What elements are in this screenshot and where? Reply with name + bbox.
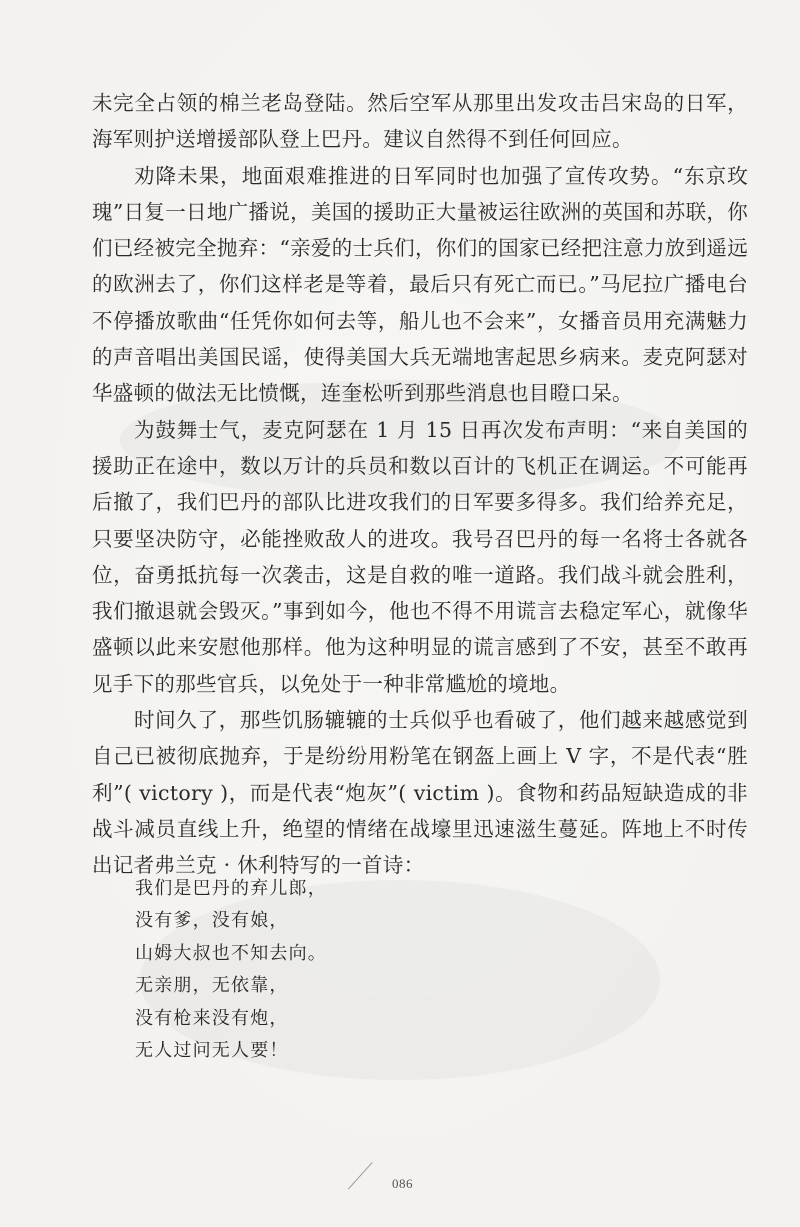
- page-number-slash-decoration: [348, 1162, 373, 1189]
- page-number: 086: [392, 1176, 413, 1191]
- poem-line-2: 没有爹，没有娘，: [135, 910, 289, 932]
- poem: [135, 873, 635, 1067]
- poem-line-5: 没有枪来没有炮，: [135, 1007, 289, 1029]
- poem-line-3: 山姆大叔也不知去向。: [135, 942, 327, 964]
- paragraph-2: 劝降未果，地面艰难推进的日军同时也加强了宣传攻势。“东京玫瑰”日复一日地广播说，美国的援助正大量被运往欧洲的英国和苏联，你们已经被完全抛弃：“亲爱的士兵们，你们的国家已经把注意力放到遥远的欧洲去了，你们这样老是等着，最后只有死亡而已。”马尼拉广播电台不停播放歌曲“任凭你如何去等，船儿也不会来”，女播音员用充满魅力的声音唱出美国民谣，使得美国大兵无端地害起思乡病来。麦克阿瑟对华盛顿的做法无比愤慨，连奎松听到那些消息也目瞪口呆。: [92, 163, 748, 406]
- poem-line-1: 我们是巴丹的弃儿郎，: [135, 878, 327, 899]
- paragraph-3: 为鼓舞士气，麦克阿瑟在 1 月 15 日再次发布声明：“来自美国的援助正在途中，数以万计的兵员和数以百计的飞机正在调运。不可能再后撤了，我们巴丹的部队比进攻我们的日军要多得多。我们给养充足，只要坚决防守，必能挫败敌人的进攻。我号召巴丹的每一名将士各就各位，奋勇抵抗每一次袭击，这是自救的唯一道路。我们战斗就会胜利，我们撤退就会毁灭。”事到如今，他也不得不用谎言去稳定军心，就像华盛顿以此来安慰他那样。他为这种明显的谎言感到了不安，甚至不敢再见手下的那些官兵，以免处于一种非常尴尬的境地。: [92, 417, 748, 696]
- poem-line-4: 无亲朋，无依靠，: [135, 975, 289, 997]
- paragraph-4: 时间久了，那些饥肠辘辘的士兵似乎也看破了，他们越来越感觉到自己已被彻底抛弃，于是纷纷用粉笔在钢盔上画上 V 字，不是代表“胜利”( victory )，而是代表“炮灰”( victim )。食物和药品短缺造成的非战斗减员直线上升，绝望的情绪在战壕里迅速滋生蔓延。阵地上不时传出记者弗兰克 · 休利特写的一首诗：: [92, 708, 748, 878]
- poem-line-6: 无人过问无人要！: [135, 1040, 289, 1062]
- page-footer: [370, 1162, 430, 1196]
- main-text: [92, 85, 748, 884]
- paragraph-1: 未完全占领的棉兰老岛登陆。然后空军从那里出发攻击吕宋岛的日军，海军则护送增援部队登上巴丹。建议自然得不到任何回应。: [92, 91, 748, 152]
